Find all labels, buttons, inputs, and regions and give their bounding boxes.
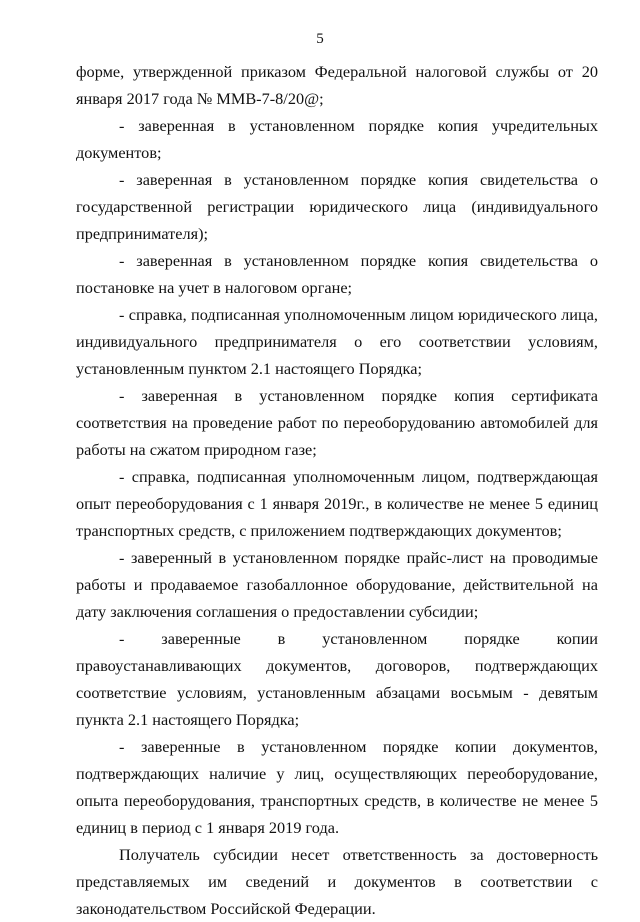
list-item-founding-documents: - заверенная в установленном порядке копия учредительных документов; (76, 116, 598, 162)
document-body (76, 58, 598, 922)
list-item-price-list: - заверенный в установленном порядке прайс-лист на проводимые работы и продаваемое газобаллонное оборудование, действительной на дату заключения соглашения о предоставлении субсидии; (76, 548, 598, 621)
list-item-compliance-statement: - справка, подписанная уполномоченным лицом юридического лица, индивидуального предпринимателя о его соответствии условиям, установленным пунктом 2.1 настоящего Порядка; (76, 305, 598, 378)
list-item-experience-statement: - справка, подписанная уполномоченным лицом, подтверждающая опыт переоборудования с 1 января 2019г., в количестве не менее 5 единиц транспортных средств, с приложением подтверждающих документов; (76, 467, 598, 540)
paragraph-responsibility: Получатель субсидии несет ответственность за достоверность представляемых им сведений и документов в соответствии с законодательством Российской Федерации. (76, 845, 598, 918)
list-item-title-documents: - заверенные в установленном порядке копии правоустанавливающих документов, договоров, подтверждающих соответствие условиям, установленным абзацами восьмым - девятым пункта 2.1 настоящего Порядка; (76, 629, 598, 729)
list-item-conformity-certificate: - заверенная в установленном порядке копия сертификата соответствия на проведение работ по переоборудованию автомобилей для работы на сжатом природном газе; (76, 386, 598, 459)
list-item-registration-certificate: - заверенная в установленном порядке копия свидетельства о государственной регистрации юридического лица (индивидуального предпринимателя); (76, 170, 598, 243)
list-item-staff-experience-documents: - заверенные в установленном порядке копии документов, подтверждающих наличие у лиц, осуществляющих переоборудование, опыта переоборудования, транспортных средств, в количестве не менее 5 единиц в период с 1 января 2019 года. (76, 737, 598, 837)
paragraph-form-continuation: форме, утвержденной приказом Федеральной налоговой службы от 20 января 2017 года № ММВ-7-8/20@; (76, 62, 598, 108)
list-item-tax-registration: - заверенная в установленном порядке копия свидетельства о постановке на учет в налоговом органе; (76, 251, 598, 297)
page-number: 5 (316, 31, 324, 47)
